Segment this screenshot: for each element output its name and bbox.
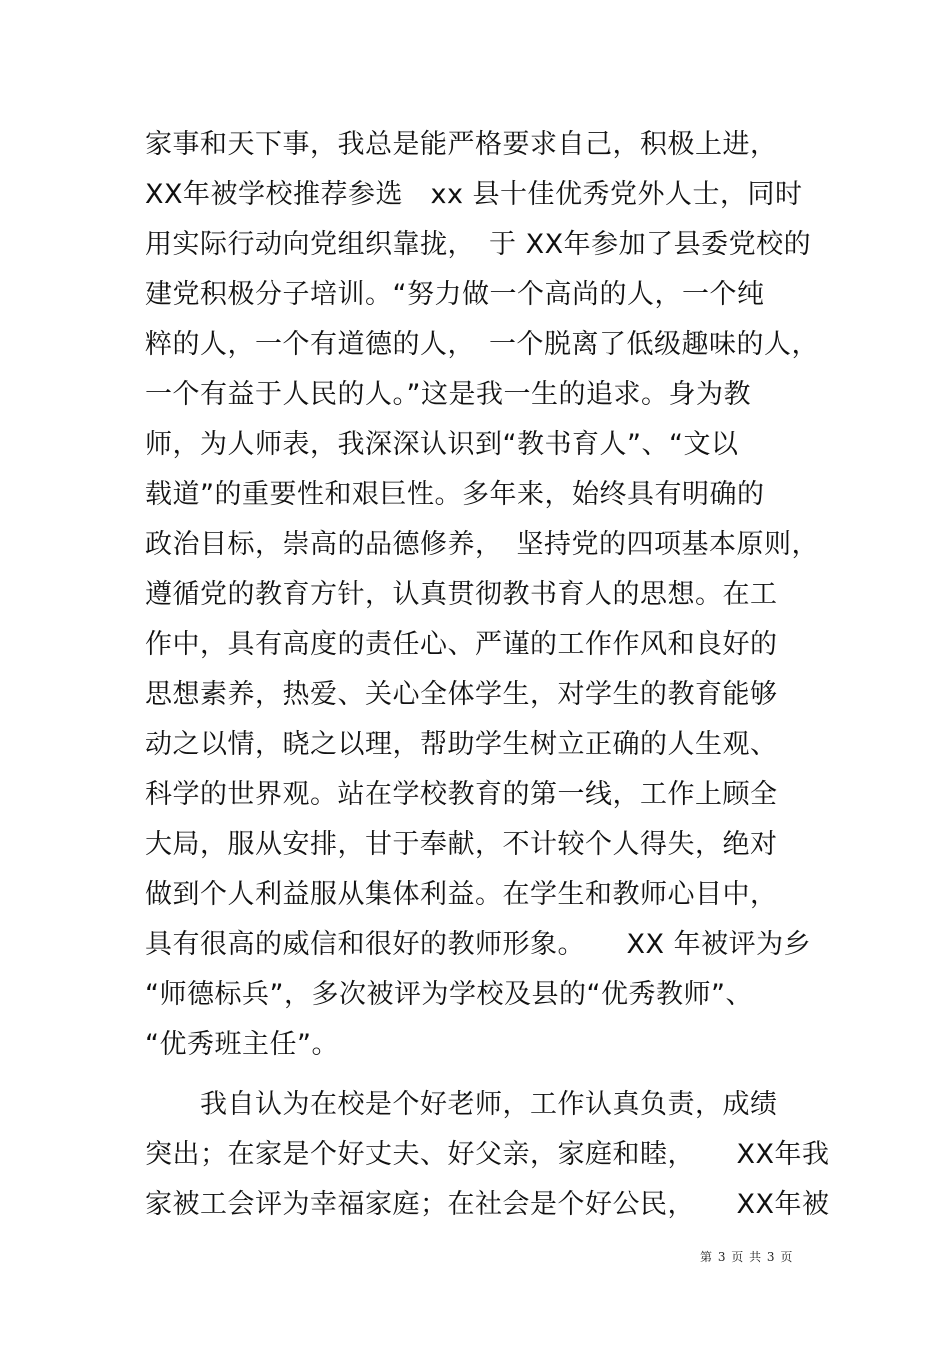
text-line-7: 师，为人师表，我深深认识到“教书育人”、“文以	[145, 429, 739, 460]
text-line-3: 用实际行动向党组织靠拢， 于 XX年参加了县委党校的	[145, 229, 812, 260]
paragraph-gap	[145, 1070, 825, 1080]
text-line-6: 一个有益于人民的人。”这是我一生的追求。身为教	[145, 379, 751, 410]
paragraph2-line-2: 突出；在家是个好丈夫、好父亲，家庭和睦， XX年我	[145, 1139, 830, 1170]
text-line-2: XX年被学校推荐参选 xx 县十佳优秀党外人士，同时	[145, 179, 803, 210]
text-line-12: 思想素养，热爱、关心全体学生，对学生的教育能够	[145, 679, 778, 710]
body-text	[145, 120, 830, 1230]
text-line-15: 大局，服从安排，甘于奉献，不计较个人得失，绝对	[145, 829, 778, 860]
text-line-5: 粹的人，一个有道德的人， 一个脱离了低级趣味的人，	[145, 329, 819, 360]
text-line-13: 动之以情，晓之以理，帮助学生树立正确的人生观、	[145, 729, 778, 760]
text-line-14: 科学的世界观。站在学校教育的第一线，工作上顾全	[145, 779, 778, 810]
text-line-10: 遵循党的教育方针，认真贯彻教书育人的思想。在工	[145, 579, 778, 610]
paragraph2-line-3: 家被工会评为幸福家庭；在社会是个好公民， XX年被	[145, 1189, 830, 1220]
text-line-4: 建党积极分子培训。“努力做一个高尚的人，一个纯	[145, 279, 765, 310]
text-line-19: “优秀班主任”。	[145, 1029, 339, 1060]
text-line-18: “师德标兵”，多次被评为学校及县的“优秀教师”、	[145, 979, 753, 1010]
paragraph2-line-1: 我自认为在校是个好老师，工作认真负责，成绩	[145, 1089, 778, 1120]
text-line-17: 具有很高的威信和很好的教师形象。 XX 年被评为乡	[145, 929, 812, 960]
text-line-11: 作中，具有高度的责任心、严谨的工作作风和良好的	[145, 629, 778, 660]
text-line-16: 做到个人利益服从集体利益。在学生和教师心目中，	[145, 879, 778, 910]
text-line-8: 载道”的重要性和艰巨性。多年来，始终具有明确的	[145, 479, 765, 510]
page-number: 第 3 页 共 3 页	[700, 1250, 794, 1264]
text-line-9: 政治目标，崇高的品德修养， 坚持党的四项基本原则，	[145, 529, 819, 560]
text-line-1: 家事和天下事，我总是能严格要求自己，积极上进，	[145, 129, 778, 160]
